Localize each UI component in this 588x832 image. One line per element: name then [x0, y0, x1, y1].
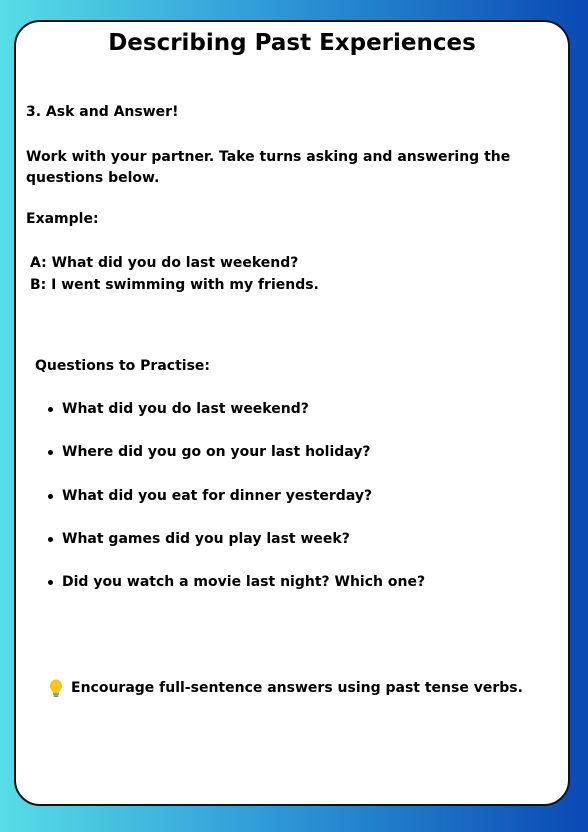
- questions-heading: Questions to Practise:: [35, 358, 210, 374]
- question-text: Where did you go on your last holiday?: [62, 444, 371, 460]
- question-text: Did you watch a movie last night? Which one?: [62, 574, 426, 590]
- bullet-icon: [48, 494, 53, 499]
- bullet-icon: [48, 450, 53, 455]
- instructions-text: Work with your partner. Take turns asking and answering the questions below.: [26, 149, 511, 186]
- section-heading: 3. Ask and Answer!: [26, 104, 179, 120]
- bullet-icon: [48, 580, 53, 585]
- lightbulb-icon: [48, 679, 64, 699]
- page-title: Describing Past Experiences: [108, 30, 476, 56]
- list-item: [48, 529, 350, 550]
- question-text: What did you eat for dinner yesterday?: [62, 488, 373, 504]
- question-text: What did you do last weekend?: [62, 401, 309, 417]
- list-item: [48, 442, 371, 463]
- question-text: What games did you play last week?: [62, 531, 350, 547]
- list-item: [48, 399, 309, 420]
- bullet-icon: [48, 537, 53, 542]
- list-item: [48, 486, 372, 507]
- bullet-icon: [48, 407, 53, 412]
- example-label: Example:: [26, 211, 99, 227]
- example-line-b: B: I went swimming with my friends.: [30, 277, 319, 293]
- list-item: [48, 572, 425, 593]
- tip-text: Encourage full-sentence answers using past tense verbs.: [71, 680, 523, 696]
- example-line-a: A: What did you do last weekend?: [30, 255, 299, 271]
- tip-note: [48, 678, 523, 699]
